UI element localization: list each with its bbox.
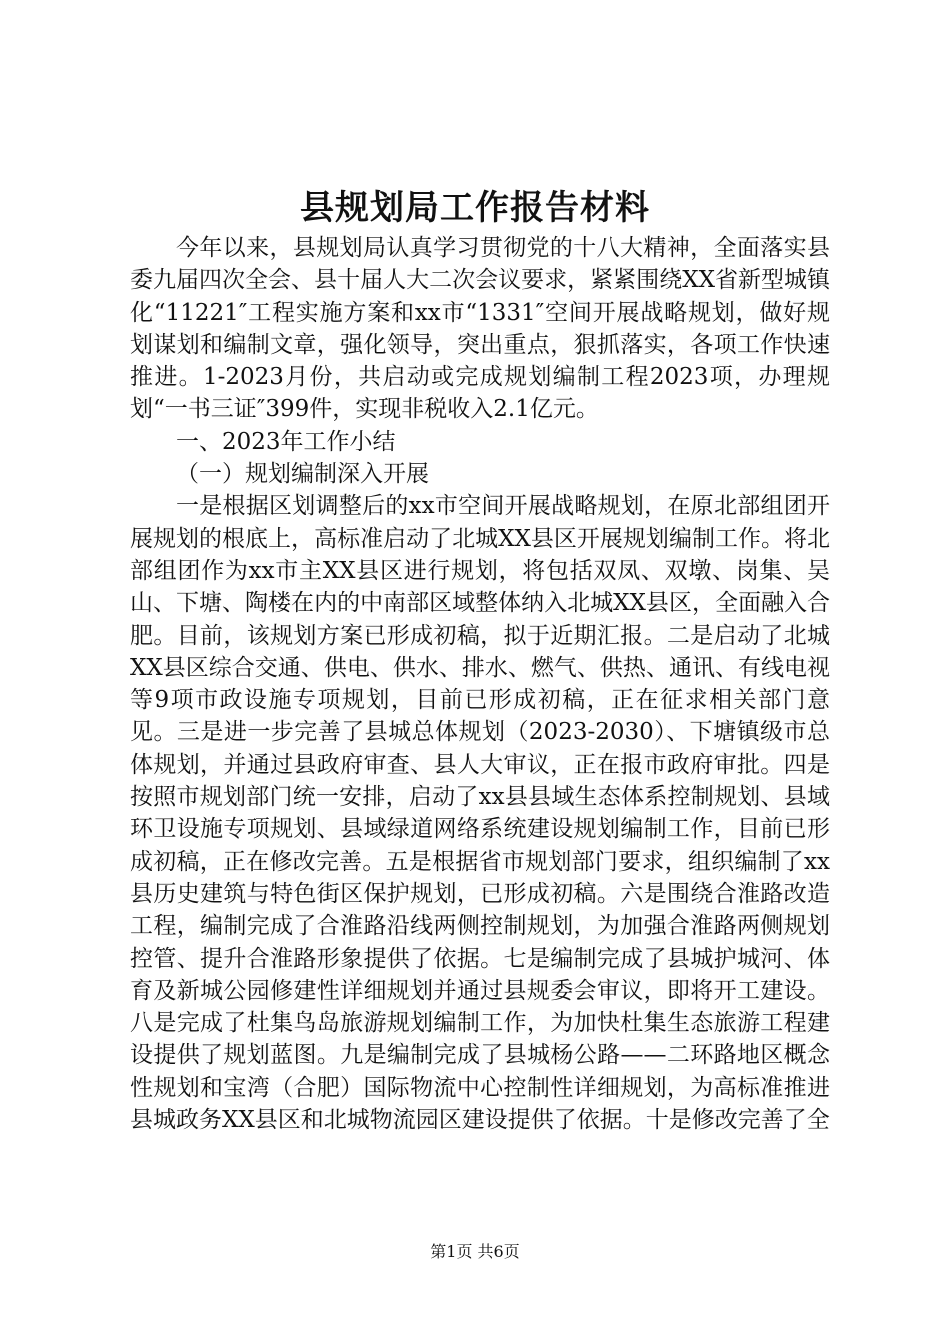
subsection-heading: （一）规划编制深入开展 bbox=[176, 461, 429, 488]
body-paragraph: 一是根据区划调整后的xx市空间开展战略规划，在原北部组团开展规划的根底上，高标准启动了北城XX县区开展规划编制工作。将北部组团作为xx市主XX县区进行规划，将包括双凤、双墩、岗集、吴山、下塘、陶楼在内的中南部区域整体纳入北城XX县区，全面融入合肥。目前，该规划方案已形成初稿，拟于近期汇报。二是启动了北城XX县区综合交通、供电、供水、排水、燃气、供热、通讯、有线电视等9项市政设施专项规划，目前已形成初稿，正在征求相关部门意见。三是进一步完善了县城总体规划（2023-2030）、下塘镇级市总体规划，并通过县政府审查、县人大审议，正在报市政府审批。四是按照市规划部门统一安排，启动了xx县县域生态体系控制规划、县域环卫设施专项规划、县域绿道网络系统建设规划编制工作，目前已形成初稿，正在修改完善。五是根据省市规划部门要求，组织编制了xx县历史建筑与特色街区保护规划，已形成初稿。六是围绕合淮路改造工程，编制完成了合淮路沿线两侧控制规划，为加强合淮路两侧规划控管、提升合淮路形象提供了依据。七是编制完成了县城护城河、体育及新城公园修建性详细规划并通过县规委会审议，即将开工建设。八是完成了杜集鸟岛旅游规划编制工作，为加快杜集生态旅游工程建设提供了规划蓝图。九是编制完成了县城杨公路——二环路地区概念性规划和宝湾（合肥）国际物流中心控制性详细规划，为高标准推进县城政务XX县区和北城物流园区建设提供了依据。十是修改完善了全 bbox=[130, 493, 830, 1134]
intro-paragraph: 今年以来，县规划局认真学习贯彻党的十八大精神，全面落实县委九届四次全会、县十届人大二次会议要求，紧紧围绕XX省新型城镇化“11221″工程实施方案和xx市“1331″空间开展战略规划，做好规划谋划和编制文章，强化领导，突出重点，狠抓落实，各项工作快速推进。1-2023月份，共启动或完成规划编制工程2023项，办理规划“一书三证″399件，实现非税收入2.1亿元。 bbox=[130, 235, 830, 423]
document-title: 县规划局工作报告材料 bbox=[300, 188, 650, 228]
page-footer: 第1页 共6页 bbox=[430, 1242, 520, 1261]
section-heading: 一、2023年工作小结 bbox=[176, 428, 396, 455]
document-body bbox=[130, 232, 830, 1136]
